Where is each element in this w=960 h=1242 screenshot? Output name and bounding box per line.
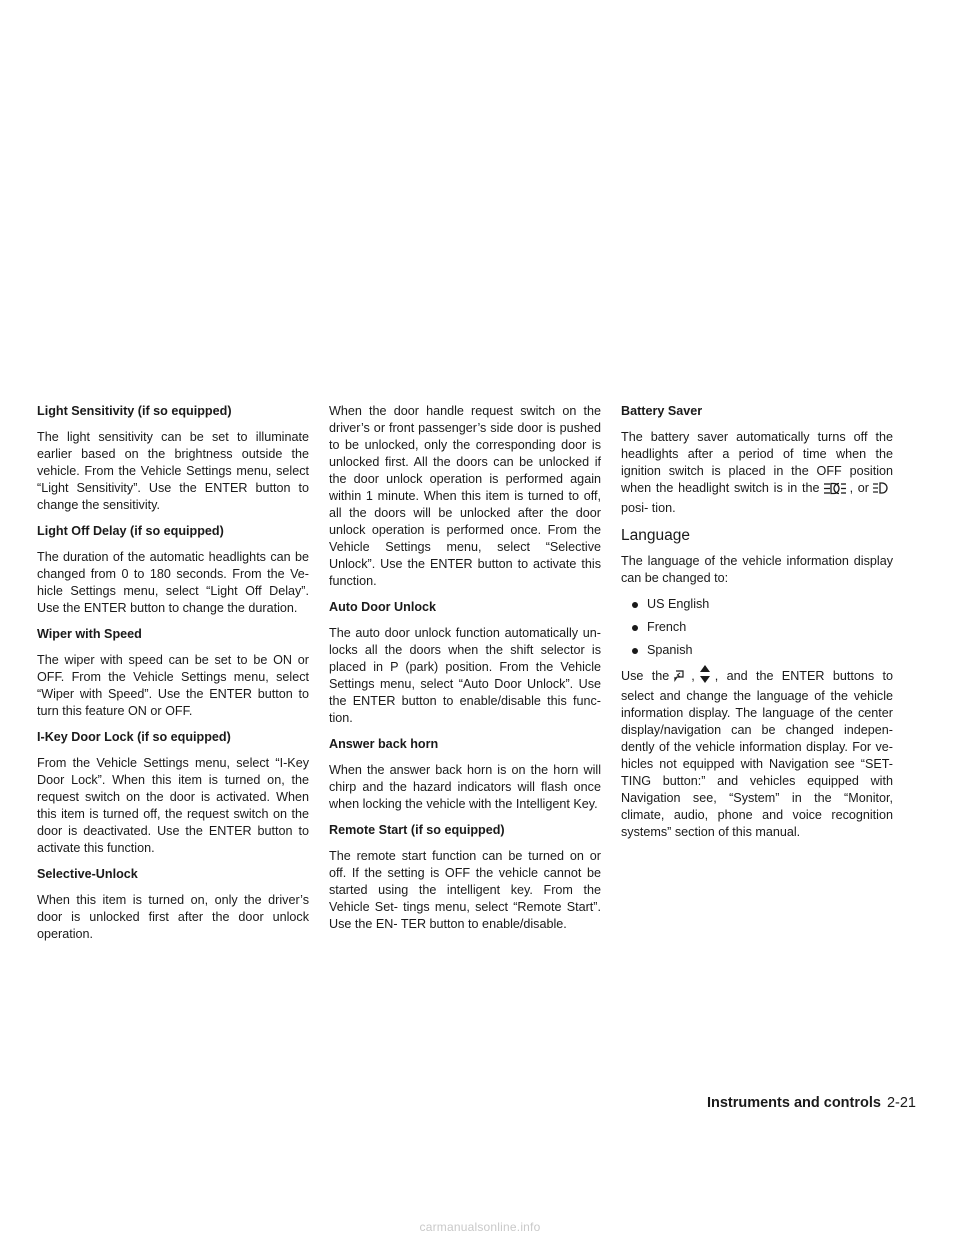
page-footer: [707, 1094, 916, 1112]
right-column: [621, 403, 893, 850]
language-options-list: [621, 596, 893, 659]
headlight-icon: [824, 482, 846, 500]
battery-saver-text-3: posi- tion.: [621, 501, 676, 515]
remote-start-heading: Remote Start (if so equipped): [329, 823, 505, 837]
language-intro: The language of the vehicle information display can be changed to:: [621, 554, 893, 585]
selective-unlock-heading: Selective-Unlock: [37, 867, 138, 881]
auto-door-unlock-heading: Auto Door Unlock: [329, 600, 437, 614]
auto-door-unlock-body: The auto door unlock function automatically un- locks all the doors when the shift selector is placed in P (park) position. From the Vehicle Settings menu, select “Auto Door Unlock”. Use the ENTER button to enable/disable this func- tion.: [329, 626, 601, 725]
battery-saver-text-2: , or: [849, 481, 869, 495]
list-item: [621, 596, 893, 613]
light-sensitivity-heading: Light Sensitivity (if so equipped): [37, 404, 232, 418]
language-usage-text-3: , and the ENTER buttons to select and change the language of the vehicle information display. The language of the center display/navigation can be changed indepen- dently of the vehicle information display. For ve- hicles not equipped with Navigation see “SET- TING button:” and vehicles equipped with Navigation see, “System” in the “Monitor, climate, audio, phone and voice recognition systems” section of this manual.: [621, 669, 893, 839]
battery-saver-text-1: The battery saver automatically turns off the headlights after a period of time when the ignition switch is placed in the OFF position when the headlight switch is in the: [621, 430, 893, 495]
up-down-arrows-icon: [699, 665, 711, 688]
wiper-with-speed-heading: Wiper with Speed: [37, 627, 142, 641]
section-title: Instruments and controls: [706, 1095, 881, 1111]
light-sensitivity-body: The light sensitivity can be set to illuminate earlier based on the brightness outside the vehicle. From the Vehicle Settings menu, select “Light Sensitivity”. Use the ENTER button to change the sensitivity.: [37, 430, 309, 512]
selective-unlock-body: When this item is turned on, only the driver’s door is unlocked first after the door unlock operation.: [37, 893, 309, 941]
light-off-delay-body: The duration of the automatic headlights can be changed from 0 to 180 seconds. From the Ve- hicle Settings menu, select “Light Off Delay”. Use the ENTER button to change the duration.: [37, 550, 309, 615]
back-button-icon: [673, 669, 687, 688]
language-usage-text-2: ,: [691, 669, 695, 683]
language-option: French: [647, 620, 687, 634]
list-item: [621, 619, 893, 636]
middle-column: [329, 403, 601, 942]
selective-unlock-continued: When the door handle request switch on the driver’s or front passenger’s side door is pushed to be unlocked, only the corresponding door is unlocked first. All the doors can be unlocked if the door unlock operation is performed again within 1 minute. When this item is turned to off, all the doors will be unlocked after the door unlock operation is performed once. From the Vehicle Settings menu, select “Selective Unlock”. Use the ENTER button to activate this function.: [329, 404, 601, 588]
position-light-icon: [873, 481, 889, 500]
wiper-with-speed-body: The wiper with speed can be set to be ON or OFF. From the Vehicle Settings menu, select “Wiper with Speed”. Use the ENTER button to turn this feature ON or OFF.: [37, 653, 309, 718]
ikey-door-lock-heading: I-Key Door Lock (if so equipped): [37, 730, 231, 744]
left-column: [37, 403, 309, 952]
language-usage-body: [621, 665, 893, 841]
remote-start-body: The remote start function can be turned on or off. If the setting is OFF the vehicle cannot be started using the intelligent key. From the Vehicle Set- tings menu, select “Remote Start”. Use the EN- TER button to enable/disable.: [329, 849, 601, 931]
language-usage-text-1: Use the: [621, 669, 670, 683]
bullet-icon: [632, 625, 638, 631]
battery-saver-heading: Battery Saver: [621, 404, 703, 418]
answer-back-horn-body: When the answer back horn is on the horn will chirp and the hazard indicators will flash once when locking the vehicle with the Intelligent Key.: [329, 763, 601, 811]
bullet-icon: [632, 648, 638, 654]
answer-back-horn-heading: Answer back horn: [329, 737, 439, 751]
light-off-delay-heading: Light Off Delay (if so equipped): [37, 524, 224, 538]
watermark: carmanualsonline.info: [419, 1220, 541, 1234]
page-number: 2-21: [886, 1095, 916, 1111]
battery-saver-body: [621, 429, 893, 517]
language-heading: Language: [621, 527, 690, 544]
language-option: US English: [647, 597, 710, 611]
language-option: Spanish: [647, 643, 693, 657]
list-item: [621, 642, 893, 659]
ikey-door-lock-body: From the Vehicle Settings menu, select “I-Key Door Lock”. When this item is turned on, the request switch on the door is activated. When this item is turned off, the request switch on the door is deactivated. Use the ENTER button to activate this function.: [37, 756, 309, 855]
bullet-icon: [632, 602, 638, 608]
